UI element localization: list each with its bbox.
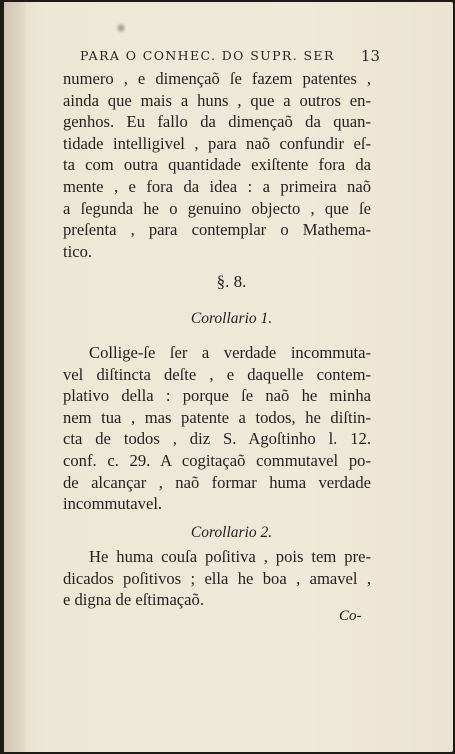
corollary-2-heading: Corollario 2.: [190, 524, 273, 541]
section-heading: §. 8.: [216, 272, 247, 291]
text-line: nem tua , mas patente a todos, he diſtin-: [63, 407, 371, 427]
text-line: numero , e dimençaõ ſe fazem patentes ,: [63, 69, 371, 88]
text-line: Collige-ſe ſer a verdade incommuta-: [89, 343, 371, 362]
text-line: dicados poſitivos ; ella he boa , amavel ,: [63, 568, 371, 588]
text-line: a ſegunda he o genuino objecto , que ſe: [63, 198, 371, 218]
text-line: vel diſtincta deſte , e daquelle contem-: [63, 364, 371, 384]
paragraph-1: [63, 68, 371, 262]
text-line: tidade intelligivel , para naõ confundir eſ-: [63, 133, 371, 153]
text-line: mente , e fora da idea : a primeira naõ: [63, 176, 371, 196]
corollary-1-text: [63, 342, 371, 515]
corollary-1-heading: Corollario 1.: [190, 310, 273, 327]
text-line: e digna de eſtimaçaõ.: [63, 590, 204, 610]
catchword: Co-: [339, 608, 362, 624]
text-line: incommutavel.: [63, 494, 163, 514]
text-line: ta com outra quantidade exiſtente fora da: [63, 155, 371, 175]
text-line: He huma couſa poſitiva , pois tem pre-: [89, 547, 371, 566]
page-number: 13: [360, 47, 380, 65]
text-line: conf. c. 29. A cogitaçaõ commutavel po-: [63, 450, 371, 470]
text-line: preſenta , para contemplar o Mathema-: [63, 220, 371, 240]
ink-smudge: [116, 22, 126, 34]
text-line: cta de todos , diz S. Agoſtinho l. 12.: [63, 429, 371, 449]
text-line: tico.: [63, 241, 93, 261]
running-title: PARA O CONHEC. DO SUPR. SER: [80, 48, 335, 63]
page-gutter-shadow: [4, 2, 26, 752]
running-head: [80, 48, 380, 63]
text-line: genhos. Eu fallo da dimençaõ da quan-: [63, 112, 371, 132]
corollary-2-text: [63, 546, 371, 611]
text-line: plativo della : porque ſe naõ he minha: [63, 386, 371, 406]
book-page: [4, 2, 453, 752]
text-line: de alcançar , naõ formar huma verdade: [63, 472, 371, 492]
text-line: ainda que mais a huns , que a outros en-: [63, 90, 371, 110]
